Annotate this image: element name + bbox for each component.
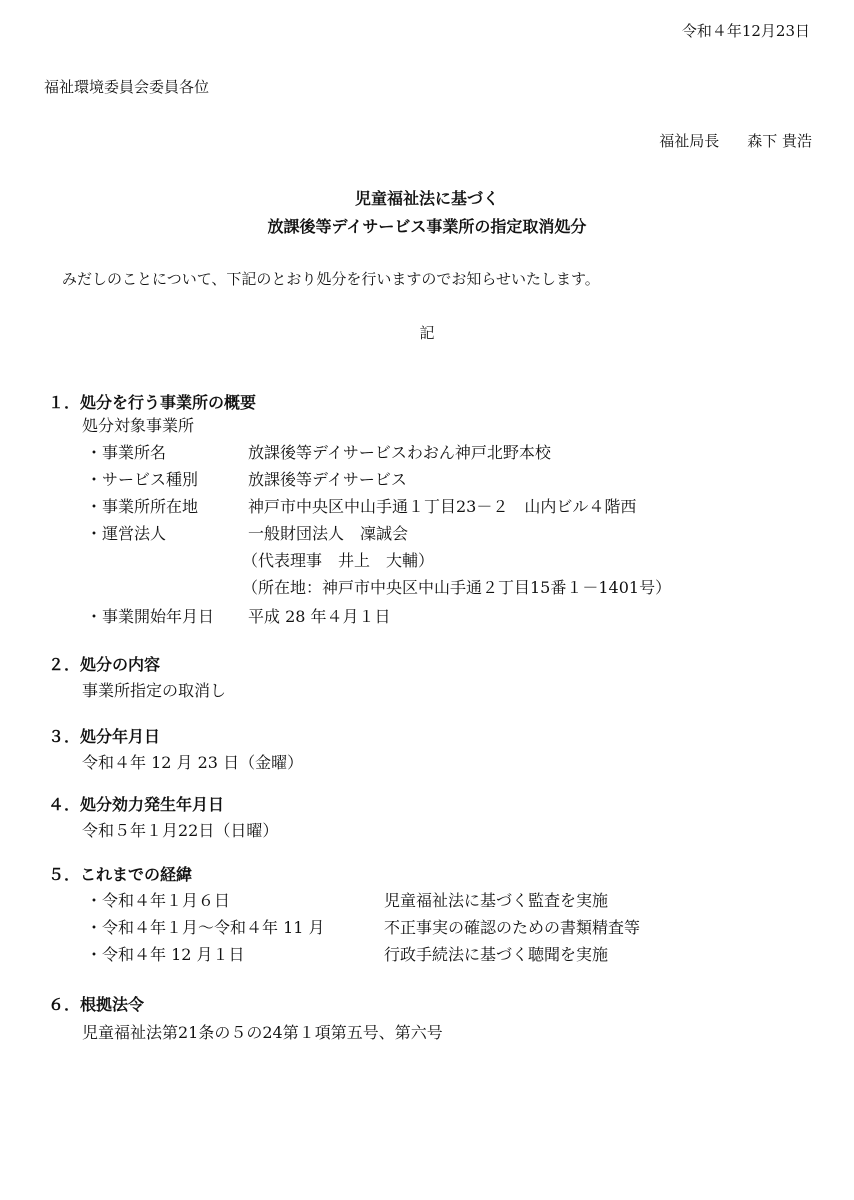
section-3-heading: ３．処分年月日: [48, 727, 161, 746]
section-6-heading: ６．根拠法令: [48, 995, 145, 1014]
section-4-heading: ４．処分効力発生年月日: [48, 795, 225, 814]
facility-row-label: ・事業所所在地: [86, 497, 199, 516]
facility-row-value: 平成 28 年４月１日: [248, 607, 391, 626]
document-date: 令和４年12月23日: [681, 22, 810, 40]
sender-name: 森下 貴浩: [747, 132, 812, 150]
addressee: 福祉環境委員会委員各位: [44, 78, 210, 96]
title-line-1: 児童福祉法に基づく: [354, 189, 499, 208]
title-line-2: 放課後等デイサービス事業所の指定取消処分: [267, 217, 587, 236]
sender-title: 福祉局長: [659, 132, 720, 150]
section-1-subheading: 処分対象事業所: [82, 416, 195, 435]
history-event: 行政手続法に基づく聴聞を実施: [384, 945, 609, 964]
facility-row-value: （所在地：神戸市中央区中山手通２丁目15番１－1401号）: [242, 578, 672, 597]
facility-row-label: ・事業開始年月日: [86, 607, 215, 626]
facility-row-value: 放課後等デイサービスわおん神戸北野本校: [248, 443, 551, 462]
history-event: 児童福祉法に基づく監査を実施: [384, 891, 609, 910]
section-6-body: 児童福祉法第21条の５の24第１項第五号、第六号: [82, 1023, 443, 1042]
facility-row-value: 神戸市中央区中山手通１丁目23－２ 山内ビル４階西: [248, 497, 637, 516]
section-4-body: 令和５年１月22日（日曜）: [82, 821, 279, 840]
section-2-body: 事業所指定の取消し: [82, 681, 227, 700]
section-1-heading: １．処分を行う事業所の概要: [48, 393, 257, 412]
section-2-heading: ２．処分の内容: [48, 655, 161, 674]
facility-row-value: 放課後等デイサービス: [248, 470, 407, 489]
section-3-body: 令和４年 12 月 23 日（金曜）: [82, 753, 304, 772]
history-date: ・令和４年１月～令和４年 11 月: [86, 918, 325, 937]
facility-row-label: ・運営法人: [86, 524, 167, 543]
history-event: 不正事実の確認のための書類精査等: [384, 918, 641, 937]
sender: [659, 130, 812, 151]
ki-mark: 記: [419, 324, 435, 342]
facility-row-value: （代表理事 井上 大輔）: [242, 551, 435, 570]
intro-text: みだしのことについて、下記のとおり処分を行いますのでお知らせいたします。: [62, 270, 600, 288]
facility-row-label: ・事業所名: [86, 443, 167, 462]
section-5-heading: ５．これまでの経緯: [48, 865, 193, 884]
facility-row-label: ・サービス種別: [86, 470, 199, 489]
history-date: ・令和４年 12 月１日: [86, 945, 245, 964]
facility-row-value: 一般財団法人 凜誠会: [248, 524, 409, 543]
history-date: ・令和４年１月６日: [86, 891, 231, 910]
